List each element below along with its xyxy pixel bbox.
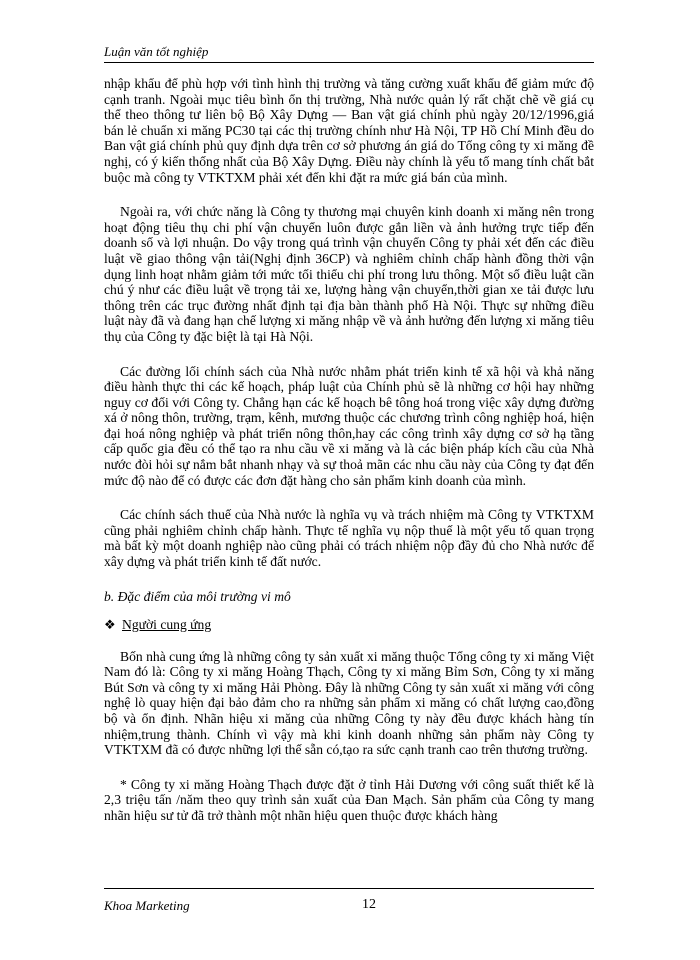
page-header-title: Luận văn tốt nghiệp <box>104 44 209 59</box>
paragraph-suppliers: Bốn nhà cung ứng là những công ty sản xuất xi măng thuộc Tổng công ty xi măng Việt Nam đó là: Công ty xi măng Hoàng Thạch, Công ty xi măng Bỉm Sơn, Công ty xi măng Bút Sơn và công ty xi măng Hải Phòng. Đây là những Công ty sản xuất xi măng với công nghệ lò quay hiện đại bảo đảm cho ra những sản phẩm xi măng có chất lượng cao,đồng bộ và ổn định. Nhãn hiệu xi măng của những Công ty này đều được khách hàng tín nhiệm,trung thành. Chính vì vậy mà khi kinh doanh những sản phẩm này Công ty VTKTXM đã có được những lợi thế sẵn có,tạo ra sức cạnh tranh cao trên thương trường. <box>104 648 594 758</box>
page-body <box>104 76 594 834</box>
bullet-heading-label: Người cung ứng <box>122 616 212 632</box>
section-subheading: b. Đặc điểm của môi trường vi mô <box>104 588 291 604</box>
paragraph-transport-law: Ngoài ra, với chức năng là Công ty thương mại chuyên kinh doanh xi măng nên trong hoạt động tiêu thụ chi phí vận chuyển luôn được gắn liền và ảnh hưởng trực tiếp đến doanh số và lợi nhuận. Do vậy trong quá trình vận chuyển Công ty phải xét đến các điều luật về giao thông vận tải(Nghị định 36CP) và nghiêm chỉnh chấp hành đồng thời vận dụng linh hoạt nhằm giảm tới mức tối thiểu chi phí trong lưu thông. Một số điều luật cần chú ý như các điều luật về trọng tải xe, lượng hàng vận chuyển,thời gian xe tải được lưu thông trên các trục đường nhất định tại địa bàn thành phố Hà Nội. Thực sự những điều luật này đã và đang hạn chế lượng xi măng nhập về và ảnh hưởng đến lượng xi măng tiêu thụ của Công ty đặc biệt là tại Hà Nội. <box>104 204 594 344</box>
page-number: 12 <box>362 897 376 912</box>
diamond-bullet-icon: ❖ <box>104 616 116 632</box>
paragraph-state-policy: Các đường lối chính sách của Nhà nước nhằm phát triển kinh tế xã hội và khả năng điều hành thực thi các kế hoạch, pháp luật của Chính phủ sẽ là những cơ hội hay những nguy cơ đối với Công ty. Chẳng hạn các kế hoạch bê tông hoá trong việc xây dựng đường xá ở nông thôn, trường, trạm, kênh, mương thuộc các chương trình công nghiệp hoá, hiện đại hoá nông nghiệp và phát triển nông thôn,hay các công trình xây dựng cơ sở hạ tầng cấp quốc gia đều có thể tạo ra nhu cầu về xi măng và là các biện pháp kích cầu của Nhà nước đòi hỏi sự nắm bắt nhanh nhạy và sự thoả mãn các nhu cầu này của Công ty đạt đến mức độ nào để có được các đơn đặt hàng cho sản phẩm kinh doanh của mình. <box>104 363 594 488</box>
paragraph-hoang-thach: * Công ty xi măng Hoàng Thạch được đặt ở tỉnh Hải Dương với công suất thiết kế là 2,3 triệu tấn /năm theo quy trình sản xuất của Đan Mạch. Sản phẩm của Công ty mang nhãn hiệu sư tử đã trở thành một nhãn hiệu quen thuộc được khách hàng <box>104 776 594 823</box>
header-divider <box>104 62 594 63</box>
paragraph-price-regulation: nhập khẩu để phù hợp với tình hình thị trường và tăng cường xuất khẩu để giảm mức độ cạnh tranh. Ngoài mục tiêu bình ổn thị trường, Nhà nước quản lý rất chặt chẽ về giá cụ thể theo thông tư liên bộ Bộ Xây Dựng — Ban vật giá chính phủ ngày 20/12/1996,giá bán lẻ chuẩn xi măng PC30 tại các thị trường chính như Hà Nội, TP Hồ Chí Minh đều do Ban vật giá chính phủ quy định dựa trên cơ sở phương án giá do Tổng công ty xi măng đề nghị, có ý kiến thống nhất của Bộ Xây Dựng. Điều này chính là yếu tố mang tính chất bắt buộc mà công ty VTKTXM phải xét đến khi đặt ra mức giá bán của mình. <box>104 76 594 185</box>
footer-divider <box>104 888 594 889</box>
footer-department: Khoa Marketing <box>104 898 190 913</box>
bullet-heading-suppliers <box>104 617 594 633</box>
paragraph-tax-policy: Các chính sách thuế của Nhà nước là nghĩa vụ và trách nhiệm mà Công ty VTKTXM cũng phải nghiêm chỉnh chấp hành. Thực tế nghĩa vụ nộp thuế là một yếu tố quan trọng mà bất kỳ một doanh nghiệp nào cũng phải có trách nhiệm nộp đầy đủ cho Nhà nước để xây dựng và phát triển kinh tế đất nước. <box>104 507 594 570</box>
